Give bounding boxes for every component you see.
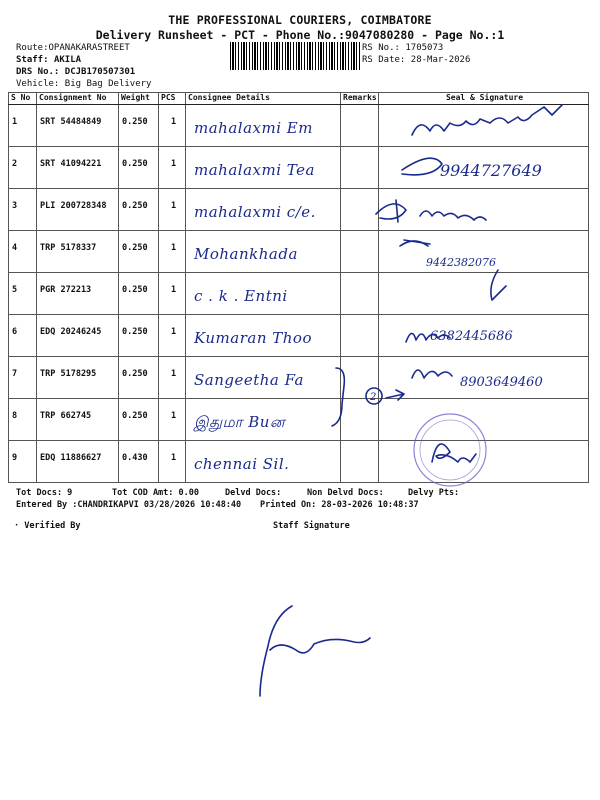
cell-consignment-text: EDQ 11886627 [40,453,102,463]
vehicle-value: Big Bag Delivery [64,79,152,89]
cell-pcs-text: 1 [170,453,177,463]
cell-consignee-text: mahalaxmi Tea [194,161,315,179]
cell-weight-text: 0.430 [122,453,148,463]
cell-weight-text: 0.250 [122,201,148,211]
cell-sno-text: 7 [12,369,18,379]
seal-stamp-inner [420,420,480,480]
cell-pcs-text: 1 [170,159,177,169]
cell-consignment-text: TRP 5178337 [40,243,97,253]
cell-pcs-text: 1 [170,243,177,253]
cell-consignment-text: SRT 41094221 [40,159,102,169]
cell-weight-text: 0.250 [122,369,148,379]
tot-cod-amt: Tot COD Amt: 0.00 [112,488,199,498]
cell-sno-text: 9 [12,453,18,463]
delvd-docs: Delvd Docs: [225,488,282,498]
cell-consignee-text: Mohankhada [194,245,298,263]
staff-value: AKILA [53,55,82,65]
col-remarks: Remarks [341,93,379,105]
col-consignment: Consignment No [37,93,119,105]
signature-row-1 [412,105,562,135]
drs-label: DRS No.: [16,67,60,77]
cell-sno-text: 5 [12,285,18,295]
signature-row-4 [400,240,430,246]
drs-value: DCJB170507301 [64,67,136,77]
phone-row-7: 8903649460 [460,375,543,390]
cell-consignee-text: chennai Sil. [194,455,290,473]
cell-weight-text: 0.250 [122,285,148,295]
cell-pcs-text: 1 [170,369,177,379]
signature-row-7 [412,370,452,378]
entered-by: Entered By :CHANDRIKAPVI 03/28/2026 10:48:40 [16,500,242,510]
cell-consignee-text: mahalaxmi Em [194,119,313,137]
cell-consignee-text: mahalaxmi c/e. [194,203,316,221]
cell-consignment-text: TRP 5178295 [40,369,97,379]
remark-arrow [386,390,404,400]
col-seal-signature: Seal & Signature [379,93,589,105]
cell-sno-text: 1 [12,117,18,127]
signature-row-5 [491,270,506,300]
vehicle-label: Vehicle: [16,79,60,89]
cell-weight-text: 0.250 [122,243,148,253]
cell-consignment-text: TRP 662745 [40,411,92,421]
staff-signature [260,606,370,696]
cell-sno-text: 8 [12,411,18,421]
seal-stamp [414,414,486,486]
cell-consignee-text: Kumaran Thoo [194,329,312,347]
remark-bracket [332,368,344,426]
remark-mark: 2 [370,392,377,403]
cell-weight-text: 0.250 [122,327,148,337]
col-weight: Weight [119,93,159,105]
staff-label: Staff: [16,55,49,65]
cell-consignment-text: PGR 272213 [40,285,92,295]
cell-pcs-text: 1 [170,201,177,211]
col-pcs: PCS [159,93,186,105]
document-subtitle: Delivery Runsheet - PCT - Phone No.:9047080280 - Page No.:1 [95,28,505,42]
phone-row-4: 9442382076 [426,256,496,269]
verified-by: · Verified By [14,521,81,531]
cell-sno-text: 3 [12,201,18,211]
cell-consignee-text: c . k . Entni [194,287,288,305]
rs-date-value: 28-Mar-2026 [410,55,471,65]
route-label: Route: [16,43,49,53]
cell-weight-text: 0.250 [122,117,148,127]
col-consignee: Consignee Details [186,93,341,105]
verified-by-label: Verified By [24,521,81,531]
cell-sno-text: 2 [12,159,18,169]
cell-pcs-text: 1 [170,285,177,295]
phone-row-2: 9944727649 [440,161,542,180]
cell-consignment-text: SRT 54484849 [40,117,102,127]
printed-on: Printed On: 28-03-2026 10:48:37 [260,500,419,510]
cell-pcs-text: 1 [170,117,177,127]
rs-date-label: RS Date: [362,55,406,65]
signature-row-2 [402,158,442,175]
rs-no-label: RS No.: [362,43,400,53]
route-value: OPANAKARASTREET [48,43,130,53]
cell-consignee-text: இதுமா Buன [194,413,286,431]
non-delvd-docs: Non Delvd Docs: [307,488,384,498]
cell-weight-text: 0.250 [122,411,148,421]
tot-docs: Tot Docs: 9 [16,488,73,498]
cell-sno-text: 6 [12,327,18,337]
cell-consignment-text: EDQ 20246245 [40,327,102,337]
signature-row-3 [376,200,486,222]
document-title: THE PROFESSIONAL COURIERS, COIMBATORE [168,13,432,27]
delvy-pts: Delvy Pts: [408,488,460,498]
rs-no-value: 1705073 [405,43,444,53]
cell-pcs-text: 1 [170,327,177,337]
cell-pcs-text: 1 [170,411,177,421]
phone-row-6: 6382445686 [430,329,513,344]
cell-weight-text: 0.250 [122,159,148,169]
staff-signature-label: Staff Signature [273,521,350,531]
cell-sno-text: 4 [12,243,18,253]
signature-row-9 [432,444,476,462]
cell-consignment-text: PLI 200728348 [40,201,107,211]
cell-consignee-text: Sangeetha Fa [194,371,304,389]
col-sno: S No [9,93,37,105]
